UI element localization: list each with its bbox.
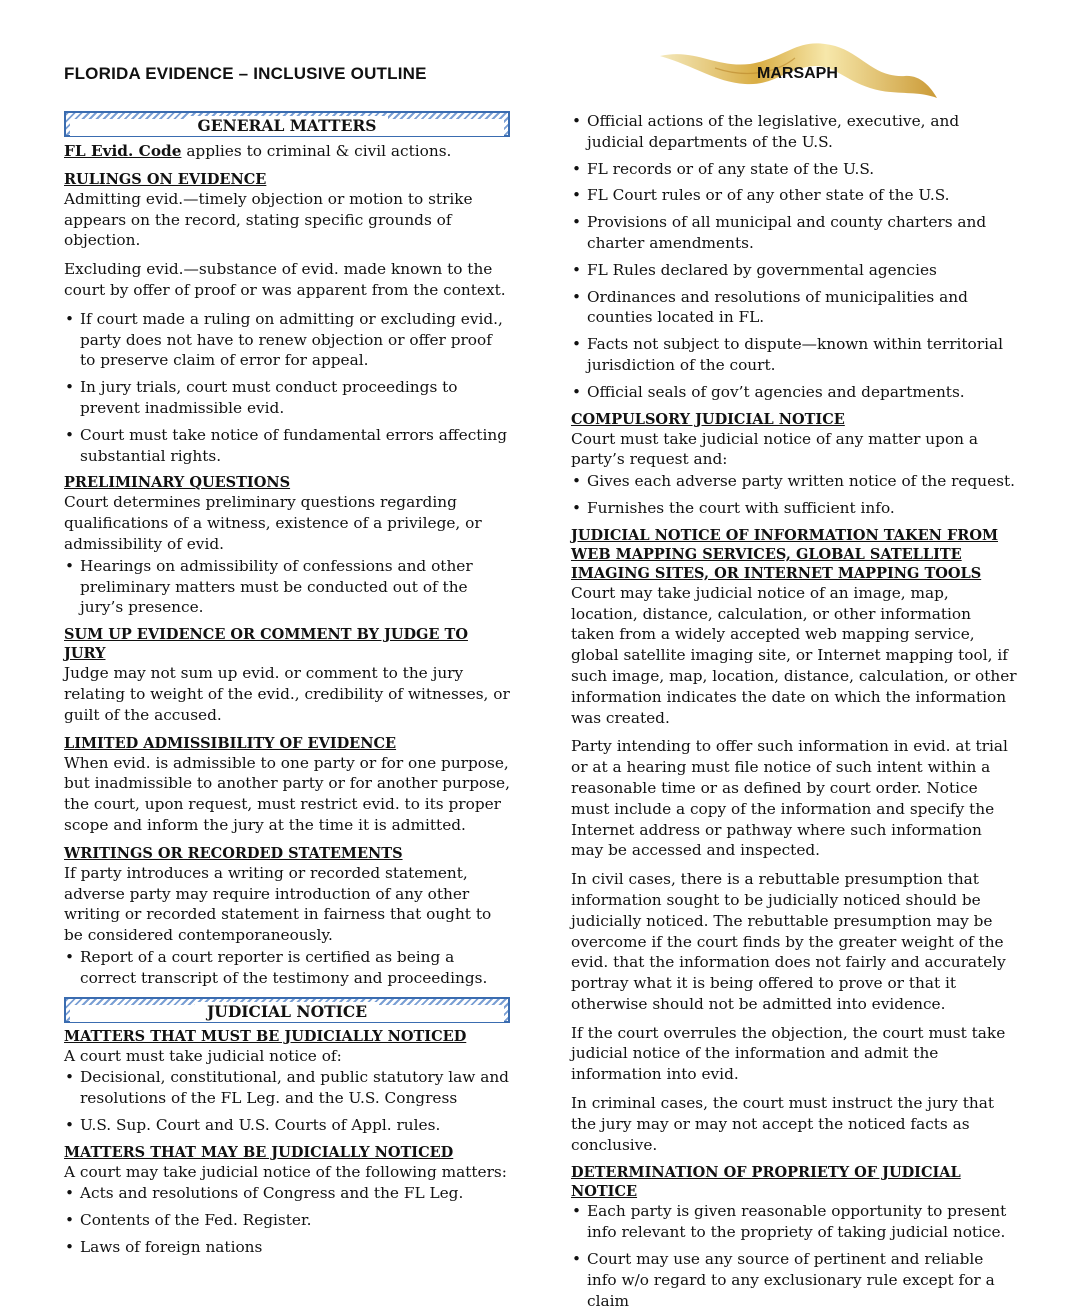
list-item: • Acts and resolutions of Congress and the FL Leg. [64,1183,510,1204]
brand-name: MARSAPH [757,65,838,82]
list-item: • FL Court rules or of any other state of the U.S. [571,185,1017,206]
fl-evid-code-link: FL Evid. Code [64,142,182,160]
list-item: • Official seals of gov’t agencies and departments. [571,382,1017,403]
limited-paragraph: When evid. is admissible to one party or for one purpose, but inadmissible to another party or for another purpose, the court, upon request, must restrict evid. to its proper scope and inform the jury at the time it is admitted. [64,753,510,834]
section-header-general-matters: GENERAL MATTERS [64,111,510,137]
list-item: • Facts not subject to dispute—known within territorial jurisdiction of the court. [571,334,1017,376]
web-paragraph-4: If the court overrules the objection, the court must take judicial notice of the information and admit the information into evid. [571,1023,1006,1084]
list-item: • Court must take notice of fundamental errors affecting substantial rights. [64,425,510,467]
compulsory-bullet-list [571,471,1017,519]
may-bullet-list [64,1183,510,1257]
writings-paragraph: If party introduces a writing or recorded statement, adverse party may require introduction of any other writing or recorded statement in fairness that ought to be considered contemporaneously. [64,863,492,945]
page-header [0,0,1080,110]
heading-web-mapping-notice: JUDICIAL NOTICE OF INFORMATION TAKEN FROM WEB MAPPING SERVICES, GLOBAL SATELLITE IMAGING SITES, OR INTERNET MAPPING TOOLS [571,526,999,582]
general-intro: FL Evid. Code applies to criminal & civil actions. [64,142,452,160]
heading-limited-admissibility: LIMITED ADMISSIBILITY OF EVIDENCE [64,734,397,752]
may-continued-bullet-list [571,111,1017,403]
list-item: • Hearings on admissibility of confessions and other preliminary matters must be conducted out of the jury’s presence. [64,556,510,618]
right-column [571,111,1017,1310]
document-title: FLORIDA EVIDENCE – INCLUSIVE OUTLINE [64,64,427,83]
heading-may-be-noticed: MATTERS THAT MAY BE JUDICIALLY NOTICED [64,1143,454,1161]
list-item: • Court may use any source of pertinent and reliable info w/o regard to any exclusionary rule except for a claim [571,1249,1017,1311]
writings-bullet-list [64,947,510,989]
must-bullet-list [64,1067,510,1135]
propriety-bullet-list [571,1201,1017,1311]
heading-writings-recorded-statements: WRITINGS OR RECORDED STATEMENTS [64,844,403,862]
list-item: • Gives each adverse party written notice of the request. [571,471,1017,492]
heading-must-be-noticed: MATTERS THAT MUST BE JUDICIALLY NOTICED [64,1027,467,1045]
sumup-paragraph: Judge may not sum up evid. or comment to the jury relating to weight of the evid., credibility of witnesses, or guilt of the accused. [64,664,510,724]
left-column [64,111,510,1281]
web-paragraph-3: In civil cases, there is a rebuttable presumption that information sought to be judicially noticed should be judicially noticed. The rebuttable presumption may be overcome if the court finds by the greater weight of the evid. that the information does not fairly and accurately portray what it is being offered to prove or that it otherwise should not be admitted into evidence. [571,870,1006,1013]
preliminary-bullet-list [64,556,510,618]
must-paragraph: A court must take judicial notice of: [64,1046,342,1065]
web-paragraph-2: Party intending to offer such information in evid. at trial or at a hearing must file notice of such intent within a reasonable time or as defined by court order. Notice must include a copy of the information and specify the Internet address or pathway where such information may be accessed and inspected. [571,737,1008,860]
heading-compulsory-judicial-notice: COMPULSORY JUDICIAL NOTICE [571,410,845,428]
heading-rulings-on-evidence: RULINGS ON EVIDENCE [64,170,267,188]
list-item: • Official actions of the legislative, executive, and judicial departments of the U.S. [571,111,1017,153]
section-header-judicial-notice: JUDICIAL NOTICE [64,997,510,1023]
heading-propriety-judicial-notice: DETERMINATION OF PROPRIETY OF JUDICIAL NOTICE [571,1164,961,1201]
list-item: • Furnishes the court with sufficient info. [571,498,1017,519]
rulings-paragraph-2: Excluding evid.—substance of evid. made known to the court by offer of proof or was apparent from the context. [64,260,506,299]
list-item: • In jury trials, court must conduct proceedings to prevent inadmissible evid. [64,377,510,419]
list-item: • Contents of the Fed. Register. [64,1210,510,1231]
list-item: • Ordinances and resolutions of municipalities and counties located in FL. [571,287,1017,329]
web-paragraph-5: In criminal cases, the court must instruct the jury that the jury may or may not accept the noticed facts as conclusive. [571,1094,994,1154]
heading-preliminary-questions: PRELIMINARY QUESTIONS [64,474,291,492]
list-item: • If court made a ruling on admitting or excluding evid., party does not have to renew objection or offer proof to preserve claim of error for appeal. [64,309,510,371]
rulings-paragraph-1: Admitting evid.—timely objection or motion to strike appears on the record, stating specific grounds of objection. [64,189,473,250]
list-item: • Decisional, constitutional, and public statutory law and resolutions of the FL Leg. and the U.S. Congress [64,1067,510,1109]
compulsory-paragraph: Court must take judicial notice of any matter upon a party’s request and: [571,429,978,469]
list-item: • Laws of foreign nations [64,1237,510,1258]
heading-sum-up-evidence: SUM UP EVIDENCE OR COMMENT BY JUDGE TO JURY [64,626,468,663]
list-item: • FL Rules declared by governmental agencies [571,260,1017,281]
list-item: • Report of a court reporter is certified as being a correct transcript of the testimony and proceedings. [64,947,510,989]
preliminary-paragraph: Court determines preliminary questions regarding qualifications of a witness, existence of a privilege, or admissibility of evid. [64,493,482,553]
web-paragraph-1: Court may take judicial notice of an image, map, location, distance, calculation, or other information taken from a widely accepted web mapping service, global satellite imaging site, or Internet mapping tool, if such image, map, location, distance, calculation, or other information indicates the date on which the information was created. [571,583,1017,727]
may-paragraph: A court may take judicial notice of the following matters: [64,1162,507,1181]
rulings-bullet-list [64,309,510,467]
list-item: • Provisions of all municipal and county charters and charter amendments. [571,212,1017,254]
list-item: • U.S. Sup. Court and U.S. Courts of Appl. rules. [64,1115,510,1136]
list-item: • FL records or of any state of the U.S. [571,159,1017,180]
list-item: • Each party is given reasonable opportunity to present info relevant to the propriety of taking judicial notice. [571,1201,1017,1243]
